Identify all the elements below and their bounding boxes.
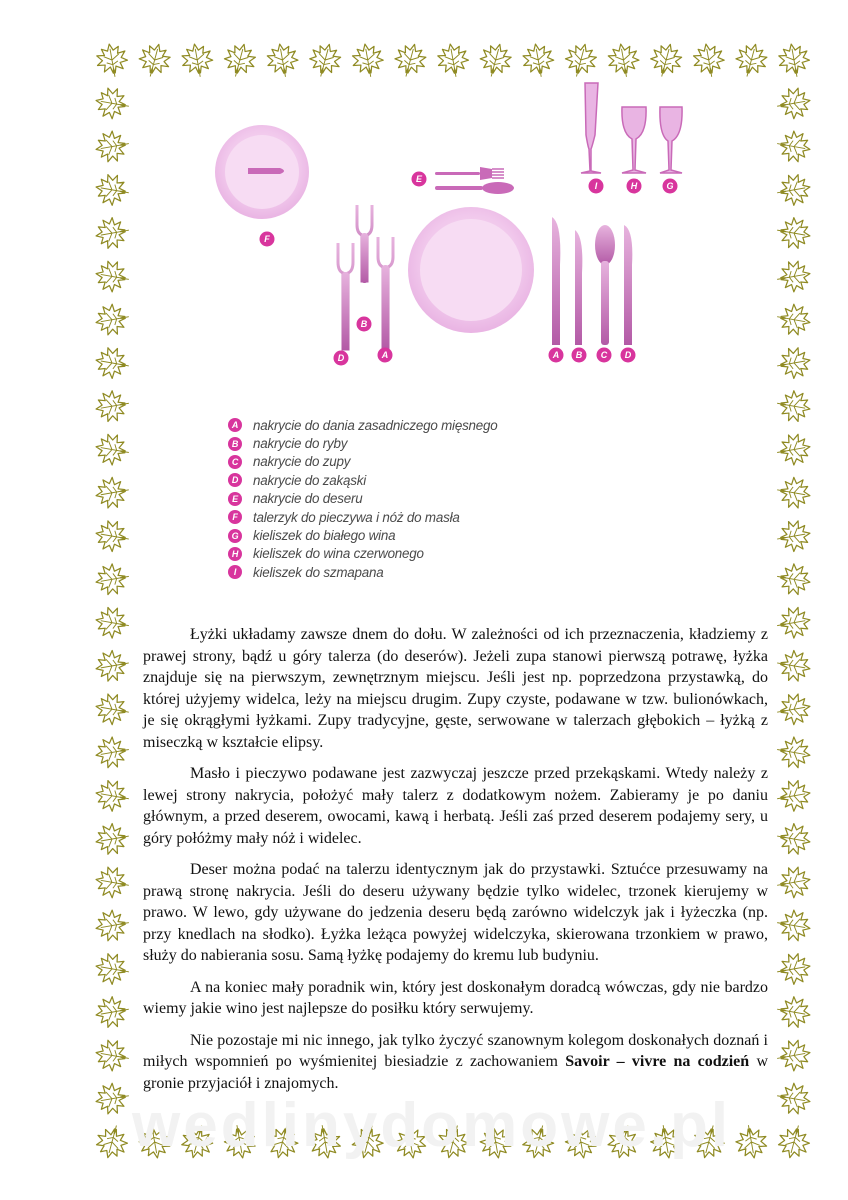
leaf-ornament: [93, 994, 131, 1030]
leaf-ornament: [775, 735, 813, 771]
dessert-spoon: [435, 182, 514, 194]
legend-text: nakrycie do deseru: [253, 491, 363, 507]
leaf-ornament: [775, 388, 813, 424]
leaf-ornament: [775, 86, 813, 122]
leaf-ornament: [775, 691, 813, 727]
label-left-a: A: [381, 350, 389, 360]
label-h: H: [630, 181, 638, 191]
legend-badge: A: [228, 418, 242, 432]
legend-item: [228, 453, 498, 471]
leaf-ornament: [265, 41, 301, 79]
leaf-ornament: [733, 1123, 769, 1161]
leaf-ornament: [93, 778, 131, 814]
leaf-ornament: [606, 41, 642, 79]
legend-badge: E: [228, 492, 242, 506]
left-fork-a: [378, 237, 393, 350]
right-knife-b: [575, 230, 582, 345]
legend-badge: C: [228, 455, 242, 469]
label-left-d: D: [337, 353, 345, 363]
paragraph-closing: [143, 1030, 768, 1095]
leaf-ornament: [775, 345, 813, 381]
legend-text: nakrycie do ryby: [253, 436, 348, 452]
right-spoon-c: [595, 225, 615, 345]
leaf-ornament: [93, 865, 131, 901]
legend-item: [228, 545, 498, 563]
legend-item: [228, 508, 498, 526]
leaf-ornament: [520, 41, 556, 79]
legend-badge: G: [228, 529, 242, 543]
paragraph-wine: A na koniec mały poradnik win, który jest doskonałym doradcą wówczas, gdy nie bardzo wiemy jakie wino jest najlepsze do posiłku który serwujemy.: [143, 978, 768, 1017]
paragraph-bread-butter: Masło i pieczywo podawane jest zazwyczaj jeszcze przed przekąskami. Wtedy należy z lewej strony nakrycia, położyć mały talerz z dodatkowym nożem. Zabieramy je po daniu głównym, a przed deserem, owocami, kawą i herbatą. Jeśli zaś przed deserem podajemy sery, u góry połóżmy mały nóż i widelec.: [143, 765, 768, 847]
leaf-ornament: [732, 40, 770, 80]
article-body: [143, 624, 768, 1104]
red-wine-glass: [622, 107, 646, 173]
legend-item: [228, 526, 498, 544]
leaf-ornament: [93, 215, 131, 251]
leaf-ornament: [93, 691, 131, 727]
label-right-d: D: [624, 350, 632, 360]
legend-badge: F: [228, 510, 242, 524]
leaf-ornament: [93, 302, 131, 338]
legend: [228, 416, 498, 582]
legend-text: kieliszek do szmapana: [253, 564, 384, 580]
leaf-ornament: [775, 475, 813, 511]
label-i: I: [594, 181, 598, 191]
paragraph-spoons: Łyżki układamy zawsze dnem do dołu. W zależności od ich przeznaczenia, kładziemy z prawej strony, bądź u góry talerza (do deserów). Jeżeli zupa stanowi pierwszą potrawę, łyżka znajduje się na pierwszym, zewnętrznym miejscu. Jeśli jest np. poprzedzona przystawką, do której użyjemy widelca, leży na miejscu drugim. Zupy czyste, podawane w tzw. bulionówkach, je się okrągłymi łyżkami. Zupy tradycyjne, gęste, serwowane w talerzach głębokich – łyżką z miseczką w kształcie elipsy.: [143, 626, 768, 751]
left-fork-d: [338, 243, 353, 350]
legend-item: [228, 490, 498, 508]
legend-item: [228, 434, 498, 452]
legend-text: nakrycie do zupy: [253, 454, 351, 470]
closing-text-bold: Savoir – vivre na codzień: [565, 1053, 750, 1070]
leaf-ornament: [435, 41, 471, 79]
leaf-ornament: [775, 432, 813, 468]
legend-text: nakrycie do zakąski: [253, 472, 367, 488]
leaf-ornament: [775, 561, 813, 597]
leaf-ornament: [775, 1122, 813, 1162]
leaf-ornament: [775, 648, 813, 684]
legend-text: nakrycie do dania zasadniczego mięsnego: [253, 417, 498, 433]
legend-badge: D: [228, 473, 242, 487]
label-g: G: [666, 181, 674, 191]
label-right-b: B: [575, 350, 583, 360]
closing-text-start: Nie pozostaje mi nic innego, jak tylko życzyć szanownym kolegom doskonałych doznań i miłych wspomnień po wyśmienitej biesiadzie z zachowaniem: [143, 1031, 768, 1070]
paragraph-dessert: Deser można podać na talerzu identycznym jak do przystawki. Sztućce przesuwamy na prawą stronę nakrycia. Jeśli do deseru używany będzie tylko widelec, trzonek kierujemy w prawo. W lewo, gdy używane do jedzenia deseru będą zarówno widelczyk jak i łyżeczka (np. przy knedlach na słodko). Łyżka leżąca powyżej widelczyka, skierowana trzonkiem w prawo, służy do nabierania sosu. Samą łyżkę podajemy do kremu lub budyniu.: [143, 861, 768, 964]
leaf-ornament: [93, 172, 131, 208]
leaf-ornament: [775, 215, 813, 251]
leaf-ornament: [775, 1038, 813, 1074]
leaf-ornament: [93, 475, 131, 511]
leaf-ornament: [350, 41, 386, 79]
leaf-ornament: [93, 821, 131, 857]
leaf-ornament: [93, 908, 131, 944]
right-knife-d: [624, 225, 632, 345]
leaf-ornament: [93, 86, 131, 122]
dessert-fork: [435, 167, 504, 180]
leaf-ornament: [775, 129, 813, 165]
leaf-ornament: [93, 518, 131, 554]
leaf-ornament: [775, 302, 813, 338]
leaf-ornament: [775, 605, 813, 641]
label-left-b: B: [360, 319, 368, 329]
leaf-ornament: [775, 821, 813, 857]
leaf-ornament: [775, 172, 813, 208]
legend-text: talerzyk do pieczywa i nóż do masła: [253, 509, 460, 525]
bread-plate: [215, 125, 309, 219]
leaf-ornament: [93, 605, 131, 641]
label-f: F: [264, 234, 270, 244]
legend-badge: I: [228, 565, 242, 579]
leaf-ornament: [93, 129, 131, 165]
white-wine-glass: [660, 107, 682, 173]
legend-badge: B: [228, 437, 242, 451]
legend-item: [228, 563, 498, 581]
right-knife-a: [552, 217, 560, 345]
label-right-a: A: [552, 350, 560, 360]
leaf-ornament: [776, 41, 812, 79]
legend-item: [228, 471, 498, 489]
leaf-ornament: [93, 561, 131, 597]
leaf-ornament: [775, 908, 813, 944]
leaf-ornament: [775, 778, 813, 814]
legend-badge: H: [228, 547, 242, 561]
legend-text: kieliszek do wina czerwonego: [253, 546, 424, 562]
leaf-ornament: [136, 40, 174, 80]
leaf-ornament: [775, 518, 813, 554]
dinner-plate: [408, 207, 534, 333]
closing-text-end: w gronie przyjaciół i znajomych.: [143, 1053, 768, 1092]
leaf-ornament: [93, 1081, 131, 1117]
table-setting-diagram: [200, 75, 700, 375]
leaf-ornament: [93, 1038, 131, 1074]
champagne-glass: [581, 83, 601, 173]
leaf-ornament: [775, 259, 813, 295]
leaf-ornament: [775, 865, 813, 901]
leaf-ornament: [94, 41, 130, 79]
label-e: E: [415, 174, 423, 184]
legend-item: [228, 416, 498, 434]
label-right-c: C: [600, 350, 608, 360]
leaf-ornament: [691, 41, 727, 79]
watermark: wedlinydomowe.pl: [132, 1091, 732, 1160]
leaf-ornament: [93, 951, 131, 987]
left-fork-b: [357, 205, 372, 283]
leaf-ornament: [93, 345, 131, 381]
legend-text: kieliszek do białego wina: [253, 528, 396, 544]
leaf-ornament: [179, 41, 215, 79]
leaf-ornament: [93, 735, 131, 771]
leaf-ornament: [93, 432, 131, 468]
leaf-ornament: [93, 259, 131, 295]
leaf-ornament: [93, 388, 131, 424]
leaf-ornament: [93, 1122, 131, 1162]
leaf-ornament: [775, 951, 813, 987]
leaf-ornament: [775, 1081, 813, 1117]
leaf-ornament: [775, 994, 813, 1030]
leaf-ornament: [93, 648, 131, 684]
